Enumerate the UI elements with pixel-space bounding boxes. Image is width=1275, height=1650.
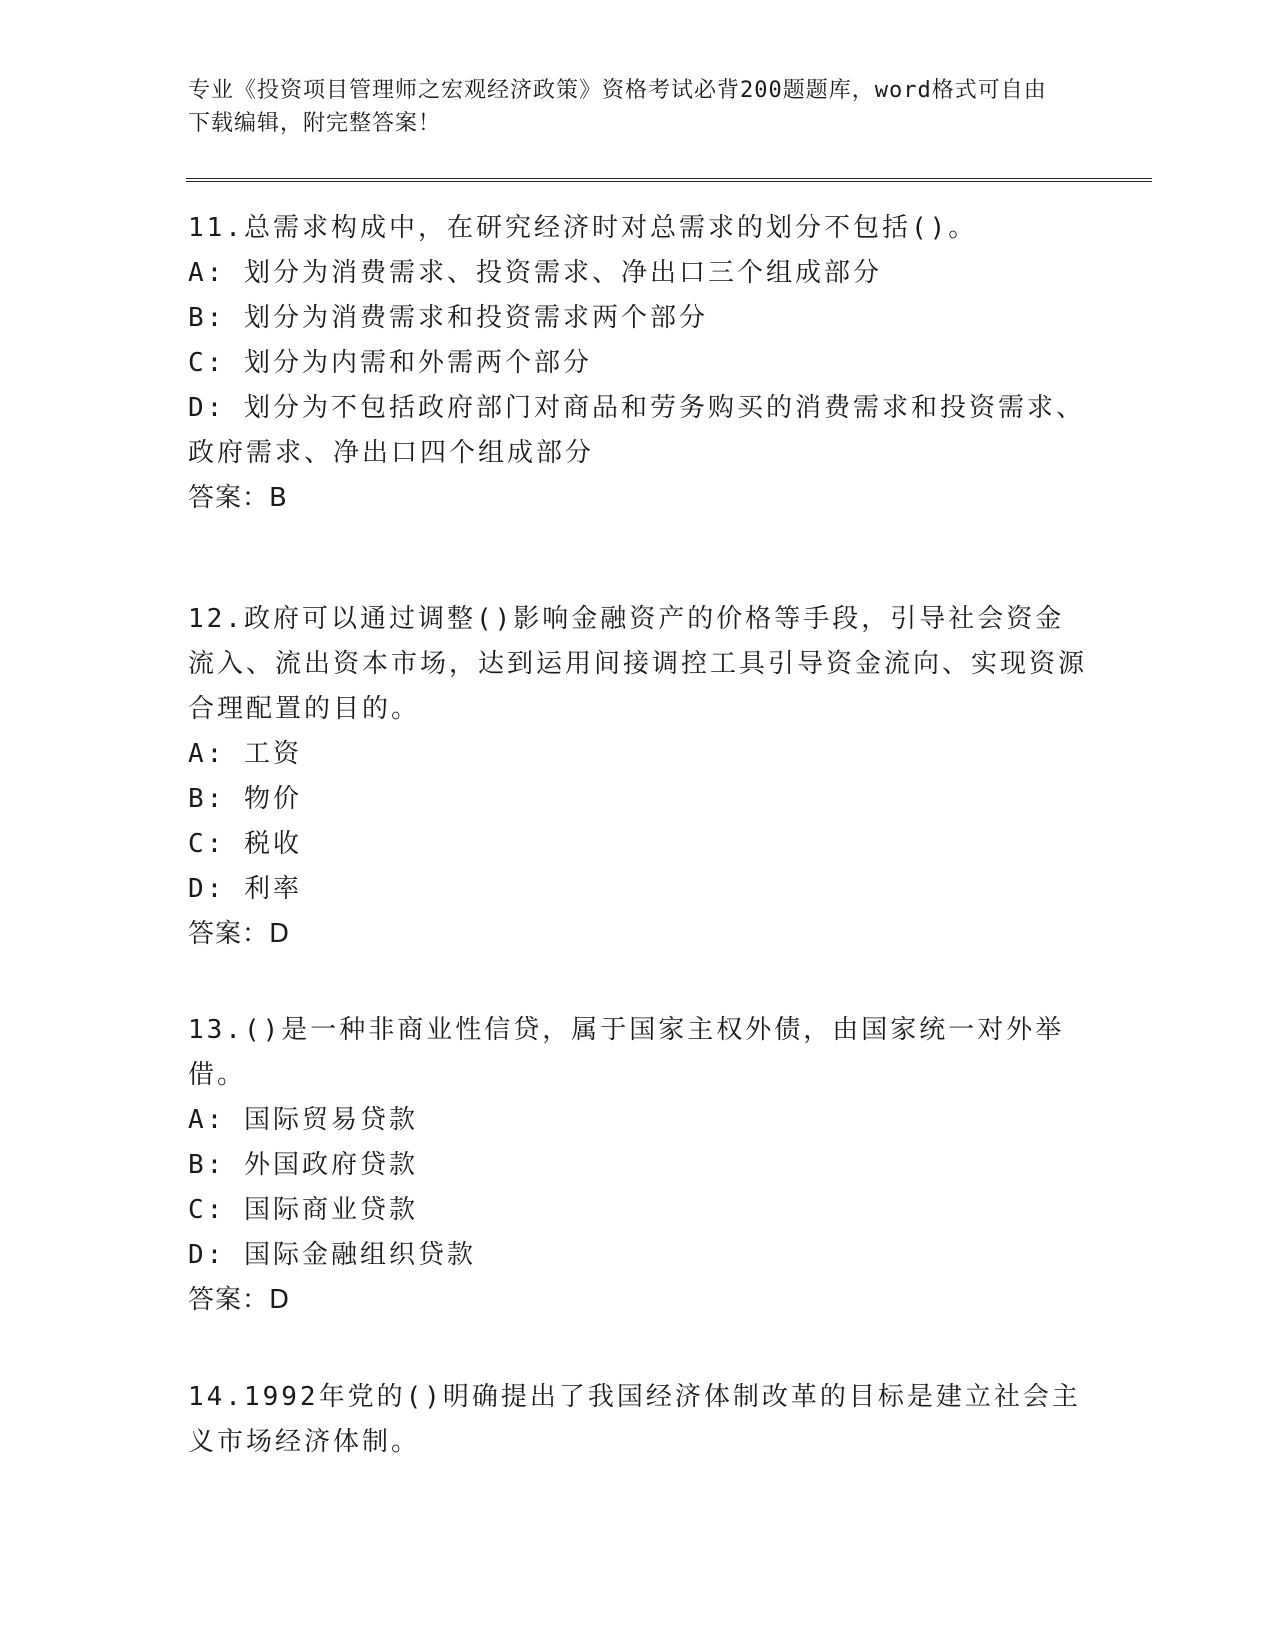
- option-c: C: 国际商业贷款: [188, 1195, 418, 1225]
- question-13: [188, 1008, 1088, 1323]
- question-stem: 11.总需求构成中，在研究经济时对总需求的划分不包括()。: [188, 213, 978, 243]
- answer-label: 答案：D: [188, 1285, 291, 1315]
- header-divider: [186, 178, 1152, 182]
- question-12: [188, 597, 1088, 957]
- option-d: D: 国际金融组织贷款: [188, 1240, 476, 1270]
- option-b: B: 物价: [188, 784, 302, 814]
- answer-label: 答案：D: [188, 919, 291, 949]
- option-d: D: 划分为不包括政府部门对商品和劳务购买的消费需求和投资需求、政府需求、净出口四个组成部分: [188, 393, 1085, 468]
- option-d: D: 利率: [188, 874, 302, 904]
- question-stem: 12.政府可以通过调整()影响金融资产的价格等手段，引导社会资金流入、流出资本市场，达到运用间接调控工具引导资金流向、实现资源合理配置的目的。: [188, 604, 1088, 724]
- question-stem: 13.()是一种非商业性信贷，属于国家主权外债，由国家统一对外举借。: [188, 1015, 1065, 1090]
- option-c: C: 划分为内需和外需两个部分: [188, 348, 592, 378]
- question-14: [188, 1375, 1088, 1465]
- option-a: A: 国际贸易贷款: [188, 1105, 418, 1135]
- option-a: A: 工资: [188, 739, 302, 769]
- option-b: B: 外国政府贷款: [188, 1150, 418, 1180]
- question-11: [188, 206, 1088, 521]
- option-c: C: 税收: [188, 829, 302, 859]
- document-header-title: 专业《投资项目管理师之宏观经济政策》资格考试必背200题题库，word格式可自由下载编辑，附完整答案！: [188, 78, 1047, 136]
- question-stem: 14.1992年党的()明确提出了我国经济体制改革的目标是建立社会主义市场经济体制。: [188, 1382, 1081, 1457]
- option-b: B: 划分为消费需求和投资需求两个部分: [188, 303, 708, 333]
- answer-label: 答案：B: [188, 483, 288, 513]
- option-a: A: 划分为消费需求、投资需求、净出口三个组成部分: [188, 258, 882, 288]
